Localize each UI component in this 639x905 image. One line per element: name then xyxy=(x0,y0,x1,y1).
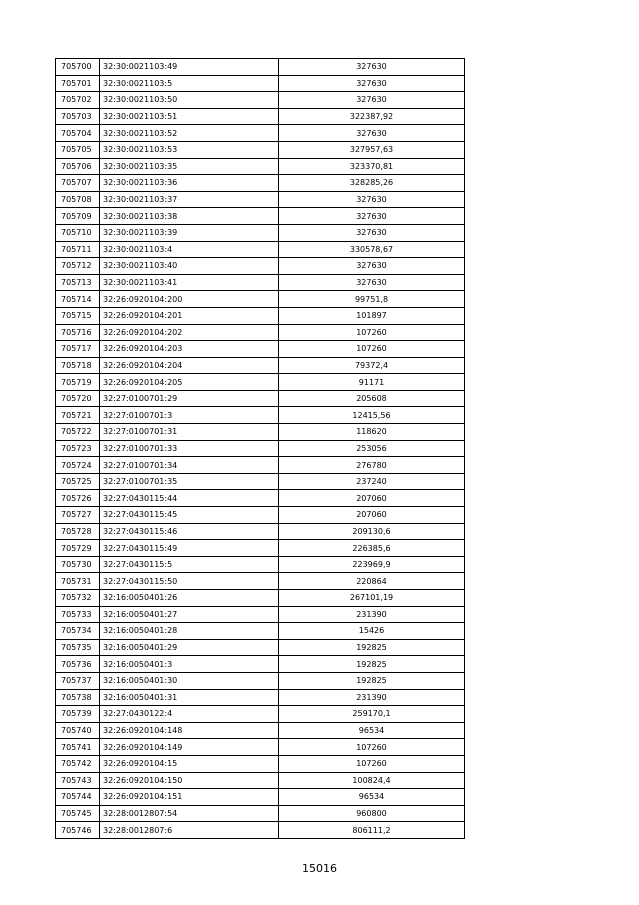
table-row xyxy=(56,490,465,507)
table-row xyxy=(56,656,465,673)
table-row xyxy=(56,291,465,308)
value-cell: 107260 xyxy=(279,341,465,358)
row-id-cell: 705705 xyxy=(56,141,100,158)
value-cell: 253056 xyxy=(279,440,465,457)
value-cell: 192825 xyxy=(279,656,465,673)
table-row xyxy=(56,158,465,175)
table-row xyxy=(56,424,465,441)
row-id-cell: 705712 xyxy=(56,258,100,275)
row-id-cell: 705738 xyxy=(56,689,100,706)
table-row xyxy=(56,606,465,623)
row-id-cell: 705707 xyxy=(56,175,100,192)
table-body xyxy=(56,59,465,839)
value-cell: 223969,9 xyxy=(279,556,465,573)
row-id-cell: 705746 xyxy=(56,822,100,839)
cadastral-number-cell: 32:16:0050401:27 xyxy=(100,606,279,623)
row-id-cell: 705709 xyxy=(56,208,100,225)
value-cell: 96534 xyxy=(279,789,465,806)
table-row xyxy=(56,341,465,358)
cadastral-number-cell: 32:16:0050401:26 xyxy=(100,590,279,607)
value-cell: 96534 xyxy=(279,722,465,739)
value-cell: 327630 xyxy=(279,274,465,291)
value-cell: 101897 xyxy=(279,307,465,324)
row-id-cell: 705704 xyxy=(56,125,100,142)
row-id-cell: 705722 xyxy=(56,424,100,441)
value-cell: 327630 xyxy=(279,224,465,241)
cadastral-number-cell: 32:27:0100701:3 xyxy=(100,407,279,424)
row-id-cell: 705732 xyxy=(56,590,100,607)
value-cell: 327630 xyxy=(279,208,465,225)
row-id-cell: 705736 xyxy=(56,656,100,673)
cadastral-number-cell: 32:26:0920104:148 xyxy=(100,722,279,739)
table-row xyxy=(56,59,465,76)
value-cell: 323370,81 xyxy=(279,158,465,175)
page-number: 15016 xyxy=(302,862,337,875)
value-cell: 327957,63 xyxy=(279,141,465,158)
cadastral-number-cell: 32:30:0021103:41 xyxy=(100,274,279,291)
cadastral-number-cell: 32:27:0100701:35 xyxy=(100,473,279,490)
cadastral-number-cell: 32:30:0021103:38 xyxy=(100,208,279,225)
row-id-cell: 705740 xyxy=(56,722,100,739)
table-row xyxy=(56,241,465,258)
value-cell: 220864 xyxy=(279,573,465,590)
table-row xyxy=(56,274,465,291)
row-id-cell: 705744 xyxy=(56,789,100,806)
value-cell: 100824,4 xyxy=(279,772,465,789)
table-row xyxy=(56,739,465,756)
cadastral-number-cell: 32:30:0021103:36 xyxy=(100,175,279,192)
table-row xyxy=(56,390,465,407)
row-id-cell: 705711 xyxy=(56,241,100,258)
table-row xyxy=(56,689,465,706)
value-cell: 327630 xyxy=(279,92,465,109)
cadastral-number-cell: 32:30:0021103:53 xyxy=(100,141,279,158)
row-id-cell: 705703 xyxy=(56,108,100,125)
value-cell: 12415,56 xyxy=(279,407,465,424)
value-cell: 806111,2 xyxy=(279,822,465,839)
table-row xyxy=(56,141,465,158)
cadastral-number-cell: 32:28:0012807:6 xyxy=(100,822,279,839)
table-row xyxy=(56,324,465,341)
table-row xyxy=(56,706,465,723)
row-id-cell: 705701 xyxy=(56,75,100,92)
cadastral-number-cell: 32:26:0920104:204 xyxy=(100,357,279,374)
cadastral-number-cell: 32:16:0050401:31 xyxy=(100,689,279,706)
value-cell: 231390 xyxy=(279,689,465,706)
cadastral-number-cell: 32:27:0430122:4 xyxy=(100,706,279,723)
table-row xyxy=(56,755,465,772)
table-row xyxy=(56,175,465,192)
table-row xyxy=(56,623,465,640)
cadastral-number-cell: 32:27:0100701:33 xyxy=(100,440,279,457)
row-id-cell: 705731 xyxy=(56,573,100,590)
value-cell: 209130,6 xyxy=(279,523,465,540)
row-id-cell: 705734 xyxy=(56,623,100,640)
value-cell: 99751,8 xyxy=(279,291,465,308)
cadastral-number-cell: 32:26:0920104:150 xyxy=(100,772,279,789)
value-cell: 259170,1 xyxy=(279,706,465,723)
value-cell: 226385,6 xyxy=(279,540,465,557)
value-cell: 107260 xyxy=(279,755,465,772)
cadastral-number-cell: 32:27:0430115:50 xyxy=(100,573,279,590)
cadastral-number-cell: 32:27:0430115:45 xyxy=(100,507,279,524)
cadastral-number-cell: 32:26:0920104:201 xyxy=(100,307,279,324)
value-cell: 327630 xyxy=(279,191,465,208)
row-id-cell: 705726 xyxy=(56,490,100,507)
table-row xyxy=(56,125,465,142)
cadastral-number-cell: 32:26:0920104:149 xyxy=(100,739,279,756)
cadastral-number-cell: 32:26:0920104:151 xyxy=(100,789,279,806)
table-row xyxy=(56,822,465,839)
cadastral-number-cell: 32:28:0012807:54 xyxy=(100,805,279,822)
value-cell: 118620 xyxy=(279,424,465,441)
table-row xyxy=(56,208,465,225)
value-cell: 327630 xyxy=(279,258,465,275)
row-id-cell: 705718 xyxy=(56,357,100,374)
row-id-cell: 705702 xyxy=(56,92,100,109)
table-row xyxy=(56,191,465,208)
cadastral-number-cell: 32:26:0920104:203 xyxy=(100,341,279,358)
value-cell: 205608 xyxy=(279,390,465,407)
table-row xyxy=(56,407,465,424)
value-cell: 328285,26 xyxy=(279,175,465,192)
row-id-cell: 705727 xyxy=(56,507,100,524)
table-row xyxy=(56,523,465,540)
cadastral-number-cell: 32:26:0920104:15 xyxy=(100,755,279,772)
row-id-cell: 705735 xyxy=(56,639,100,656)
table-row xyxy=(56,590,465,607)
table-row xyxy=(56,672,465,689)
row-id-cell: 705715 xyxy=(56,307,100,324)
value-cell: 107260 xyxy=(279,739,465,756)
cadastral-number-cell: 32:30:0021103:49 xyxy=(100,59,279,76)
cadastral-number-cell: 32:26:0920104:202 xyxy=(100,324,279,341)
value-cell: 192825 xyxy=(279,639,465,656)
cadastral-number-cell: 32:27:0430115:5 xyxy=(100,556,279,573)
table-row xyxy=(56,108,465,125)
table-row xyxy=(56,540,465,557)
cadastral-number-cell: 32:27:0100701:31 xyxy=(100,424,279,441)
value-cell: 231390 xyxy=(279,606,465,623)
value-cell: 107260 xyxy=(279,324,465,341)
row-id-cell: 705700 xyxy=(56,59,100,76)
value-cell: 15426 xyxy=(279,623,465,640)
row-id-cell: 705733 xyxy=(56,606,100,623)
table-row xyxy=(56,789,465,806)
value-cell: 330578,67 xyxy=(279,241,465,258)
value-cell: 207060 xyxy=(279,507,465,524)
data-table xyxy=(55,58,465,839)
table-row xyxy=(56,224,465,241)
value-cell: 79372,4 xyxy=(279,357,465,374)
row-id-cell: 705730 xyxy=(56,556,100,573)
cadastral-number-cell: 32:30:0021103:4 xyxy=(100,241,279,258)
table-row xyxy=(56,457,465,474)
value-cell: 327630 xyxy=(279,75,465,92)
row-id-cell: 705723 xyxy=(56,440,100,457)
table-row xyxy=(56,374,465,391)
cadastral-number-cell: 32:26:0920104:205 xyxy=(100,374,279,391)
table-row xyxy=(56,473,465,490)
cadastral-number-cell: 32:30:0021103:5 xyxy=(100,75,279,92)
table-row xyxy=(56,556,465,573)
table-row xyxy=(56,722,465,739)
value-cell: 327630 xyxy=(279,59,465,76)
row-id-cell: 705720 xyxy=(56,390,100,407)
cadastral-number-cell: 32:16:0050401:3 xyxy=(100,656,279,673)
cadastral-number-cell: 32:30:0021103:37 xyxy=(100,191,279,208)
cadastral-number-cell: 32:30:0021103:40 xyxy=(100,258,279,275)
cadastral-number-cell: 32:16:0050401:30 xyxy=(100,672,279,689)
row-id-cell: 705725 xyxy=(56,473,100,490)
value-cell: 91171 xyxy=(279,374,465,391)
row-id-cell: 705743 xyxy=(56,772,100,789)
row-id-cell: 705716 xyxy=(56,324,100,341)
cadastral-number-cell: 32:16:0050401:29 xyxy=(100,639,279,656)
table-row xyxy=(56,772,465,789)
table-row xyxy=(56,307,465,324)
cadastral-number-cell: 32:27:0430115:49 xyxy=(100,540,279,557)
row-id-cell: 705713 xyxy=(56,274,100,291)
row-id-cell: 705739 xyxy=(56,706,100,723)
value-cell: 267101,19 xyxy=(279,590,465,607)
row-id-cell: 705719 xyxy=(56,374,100,391)
value-cell: 207060 xyxy=(279,490,465,507)
cadastral-number-cell: 32:27:0430115:44 xyxy=(100,490,279,507)
row-id-cell: 705721 xyxy=(56,407,100,424)
cadastral-number-cell: 32:30:0021103:39 xyxy=(100,224,279,241)
cadastral-number-cell: 32:30:0021103:51 xyxy=(100,108,279,125)
table-row xyxy=(56,573,465,590)
table-row xyxy=(56,92,465,109)
value-cell: 192825 xyxy=(279,672,465,689)
row-id-cell: 705729 xyxy=(56,540,100,557)
cadastral-number-cell: 32:30:0021103:52 xyxy=(100,125,279,142)
value-cell: 237240 xyxy=(279,473,465,490)
cadastral-number-cell: 32:27:0430115:46 xyxy=(100,523,279,540)
row-id-cell: 705710 xyxy=(56,224,100,241)
cadastral-number-cell: 32:30:0021103:50 xyxy=(100,92,279,109)
cadastral-number-cell: 32:16:0050401:28 xyxy=(100,623,279,640)
row-id-cell: 705717 xyxy=(56,341,100,358)
row-id-cell: 705706 xyxy=(56,158,100,175)
row-id-cell: 705742 xyxy=(56,755,100,772)
table-row xyxy=(56,507,465,524)
table-row xyxy=(56,75,465,92)
table-row xyxy=(56,440,465,457)
cadastral-number-cell: 32:30:0021103:35 xyxy=(100,158,279,175)
cadastral-number-cell: 32:27:0100701:34 xyxy=(100,457,279,474)
row-id-cell: 705741 xyxy=(56,739,100,756)
table-row xyxy=(56,639,465,656)
row-id-cell: 705724 xyxy=(56,457,100,474)
table-row xyxy=(56,805,465,822)
row-id-cell: 705728 xyxy=(56,523,100,540)
value-cell: 276780 xyxy=(279,457,465,474)
value-cell: 322387,92 xyxy=(279,108,465,125)
value-cell: 327630 xyxy=(279,125,465,142)
row-id-cell: 705708 xyxy=(56,191,100,208)
row-id-cell: 705737 xyxy=(56,672,100,689)
row-id-cell: 705714 xyxy=(56,291,100,308)
cadastral-number-cell: 32:27:0100701:29 xyxy=(100,390,279,407)
cadastral-number-cell: 32:26:0920104:200 xyxy=(100,291,279,308)
table-row xyxy=(56,258,465,275)
table-row xyxy=(56,357,465,374)
row-id-cell: 705745 xyxy=(56,805,100,822)
value-cell: 960800 xyxy=(279,805,465,822)
